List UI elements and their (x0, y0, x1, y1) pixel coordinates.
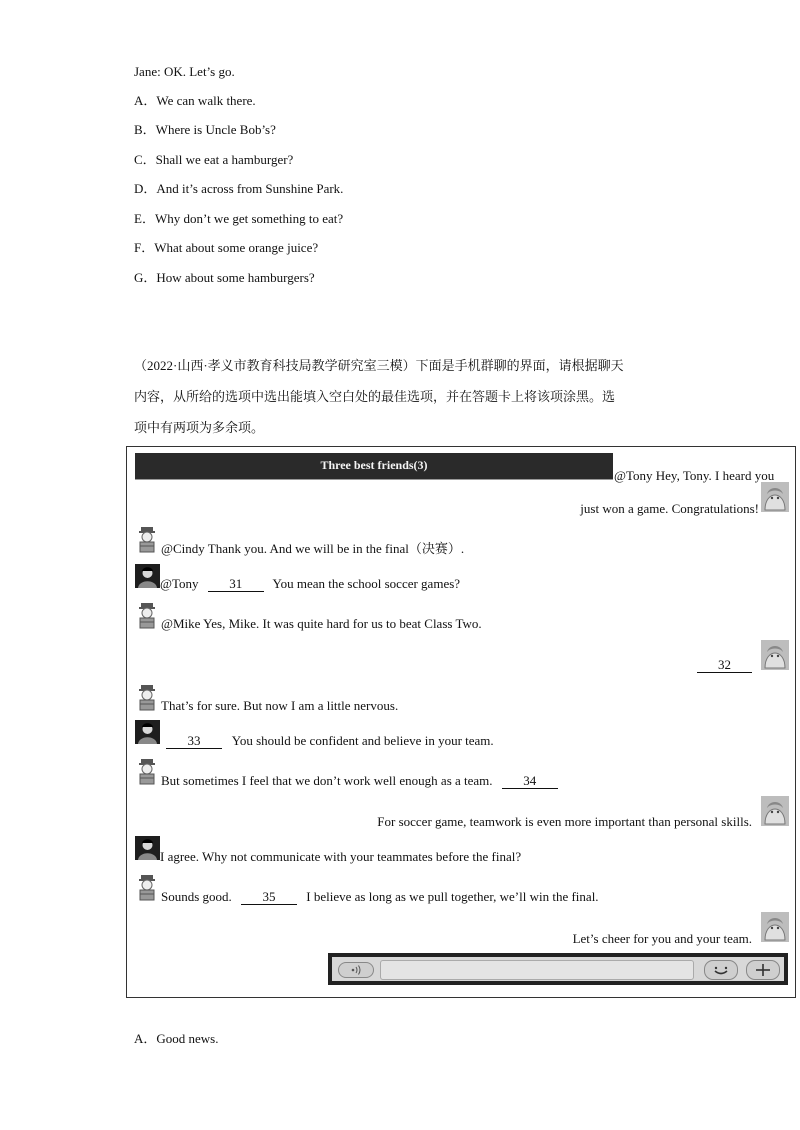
chat-message-tony-3: That’s for sure. But now I am a little nervous. (161, 698, 399, 713)
chat-message-cindy-3: For soccer game, teamwork is even more important than personal skills. (377, 814, 752, 829)
boy-with-hat-avatar-icon (135, 874, 159, 901)
boy-with-hat-avatar-icon (135, 526, 159, 553)
chat-window (126, 446, 796, 998)
dark-boy-avatar-icon (135, 836, 160, 860)
girl-avatar-icon (761, 482, 789, 512)
option-c: C．Shall we eat a hamburger? (134, 152, 294, 167)
chat-message-tony-1: @Cindy Thank you. And we will be in the final（决赛）. (161, 541, 465, 556)
option-d: D．And it’s across from Sunshine Park. (134, 181, 344, 196)
chat-message-mike-3: I agree. Why not communicate with your teammates before the final? (160, 849, 522, 864)
chat-header (135, 453, 613, 480)
boy-with-hat-avatar-icon (135, 684, 159, 711)
chat-message-cindy-4: Let’s cheer for you and your team. (572, 931, 752, 946)
voice-icon (339, 963, 373, 977)
answer-blank-32: 32 (697, 657, 752, 673)
smiley-icon (705, 961, 737, 979)
chat-message-tony-2: @Mike Yes, Mike. It was quite hard for us to beat Class Two. (161, 616, 482, 631)
add-button[interactable] (746, 960, 780, 980)
dark-boy-avatar-icon (135, 564, 160, 588)
boy-with-hat-avatar-icon (135, 758, 159, 785)
boy-with-hat-avatar-icon (135, 602, 159, 629)
chat-message-mike-1: @Tony 31 You mean the school soccer games? (160, 576, 461, 591)
girl-avatar-icon (761, 912, 789, 942)
instructions-line-3: 项中有两项为多余项。 (134, 420, 265, 435)
dialogue-line: Jane: OK. Let’s go. (134, 64, 235, 79)
chat-message-tony-5: Sounds good. 35 I believe as long as we pull together, we’ll win the final. (161, 889, 599, 904)
message-input[interactable] (380, 960, 694, 980)
option-b: B．Where is Uncle Bob’s? (134, 122, 276, 137)
chat-message-cindy-1a: @Tony Hey, Tony. I heard you (614, 468, 775, 483)
instructions-line-1: （2022·山西·孝义市教育科技局教学研究室三模）下面是手机群聊的界面，请根据聊天 (134, 358, 624, 373)
girl-avatar-icon (761, 640, 789, 670)
chat-title: Three best friends(3) (320, 458, 428, 472)
girl-avatar-icon (761, 796, 789, 826)
answer-blank-31: 31 (208, 576, 264, 592)
dark-boy-avatar-icon (135, 720, 160, 744)
option-e: E．Why don’t we get something to eat? (134, 211, 344, 226)
chat-input-bar (328, 953, 788, 985)
option-f: F．What about some orange juice? (134, 240, 319, 255)
option-a: A．We can walk there. (134, 93, 256, 108)
answer-blank-35: 35 (241, 889, 297, 905)
option-a-bottom: A．Good news. (134, 1031, 219, 1046)
answer-blank-33: 33 (166, 733, 222, 749)
answer-blank-34: 34 (502, 773, 558, 789)
plus-icon (747, 961, 779, 979)
voice-button[interactable] (338, 962, 374, 978)
chat-message-tony-4: But sometimes I feel that we don’t work well enough as a team. 34 (161, 772, 558, 790)
chat-message-cindy-2 (697, 656, 752, 674)
option-g: G．How about some hamburgers? (134, 270, 315, 285)
chat-message-mike-2: 33 You should be confident and believe in your team. (166, 732, 494, 750)
emoji-button[interactable] (704, 960, 738, 980)
instructions-line-2: 内容，从所给的选项中选出能填入空白处的最佳选项，并在答题卡上将该项涂黑。选 (134, 389, 616, 404)
chat-message-cindy-1b: just won a game. Congratulations! (580, 501, 759, 516)
